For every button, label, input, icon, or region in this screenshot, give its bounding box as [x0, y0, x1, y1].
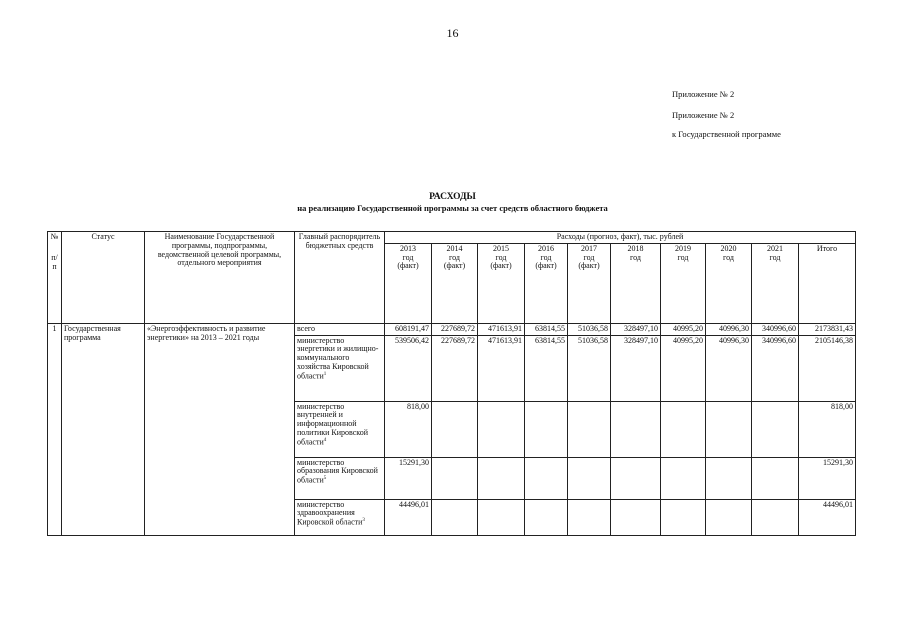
year-value-cell: [706, 457, 752, 499]
year-value-cell: 328497,10: [611, 335, 661, 401]
distributor-cell: министерство внутренней и информационной политики Кировской области$^4$: [295, 401, 385, 457]
appendix-line-2: Приложение № 2: [672, 110, 735, 120]
header-year: 2015 год (факт): [478, 243, 525, 323]
header-year: 2020 год: [706, 243, 752, 323]
year-value-cell: [611, 401, 661, 457]
year-value-cell: 63814,55: [525, 323, 568, 335]
year-value-cell: 44496,01: [385, 499, 432, 535]
year-value-cell: [478, 499, 525, 535]
year-value-cell: [525, 457, 568, 499]
footnote-marker: 3: [362, 518, 365, 524]
year-value-cell: 340996,60: [752, 323, 799, 335]
year-value-cell: 328497,10: [611, 323, 661, 335]
document-title: РАСХОДЫ: [429, 192, 476, 202]
page-number: 16: [446, 26, 459, 40]
header-number: № п/п: [48, 232, 62, 324]
header-distributor: Главный распорядитель бюджетных средств: [295, 232, 385, 324]
year-value-cell: [478, 457, 525, 499]
distributor-cell: министерство энергетики и жилищно-коммунального хозяйства Кировской области$^1$: [295, 335, 385, 401]
year-value-cell: [568, 499, 611, 535]
distributor-cell: министерство здравоохранения Кировской области$^3$: [295, 499, 385, 535]
table-row: [48, 323, 856, 335]
footnote-marker: 5: [323, 476, 327, 482]
program-status: Государственная программа: [62, 323, 145, 535]
year-value-cell: 608191,47: [385, 323, 432, 335]
year-value-cell: 818,00: [385, 401, 432, 457]
program-name: «Энергоэффективность и развитие энергетики» на 2013 – 2021 годы: [145, 323, 295, 535]
header-year: 2019 год: [661, 243, 706, 323]
footnote-marker: 1: [323, 371, 327, 377]
year-value-cell: [661, 499, 706, 535]
year-value-cell: 227689,72: [432, 323, 478, 335]
total-cell: 818,00: [799, 401, 856, 457]
total-cell: 2173831,43: [799, 323, 856, 335]
header-year: 2013 год (факт): [385, 243, 432, 323]
year-value-cell: [525, 499, 568, 535]
year-value-cell: [611, 457, 661, 499]
year-value-cell: 340996,60: [752, 335, 799, 401]
header-year: 2017 год (факт): [568, 243, 611, 323]
year-value-cell: 539506,42: [385, 335, 432, 401]
year-value-cell: 40996,30: [706, 335, 752, 401]
year-value-cell: 40996,30: [706, 323, 752, 335]
distributor-cell: министерство образования Кировской области$^5$: [295, 457, 385, 499]
total-cell: 44496,01: [799, 499, 856, 535]
total-cell: 15291,30: [799, 457, 856, 499]
year-value-cell: 471613,91: [478, 335, 525, 401]
document-subtitle: на реализацию Государственной программы за счет средств областного бюджета: [297, 203, 608, 213]
year-value-cell: [706, 499, 752, 535]
header-expenses: Расходы (прогноз, факт), тыс. рублей: [385, 232, 856, 244]
year-value-cell: [432, 499, 478, 535]
year-value-cell: 51036,58: [568, 323, 611, 335]
year-value-cell: [525, 401, 568, 457]
header-name: Наименование Государственной программы, подпрограммы, ведомственной целевой программы, отдельного мероприятия: [145, 232, 295, 324]
year-value-cell: [661, 401, 706, 457]
year-value-cell: 40995,20: [661, 335, 706, 401]
total-cell: 2105146,38: [799, 335, 856, 401]
header-year: 2016 год (факт): [525, 243, 568, 323]
header-year: 2018 год: [611, 243, 661, 323]
appendix-line-1: Приложение № 2: [672, 89, 735, 99]
appendix-line-3: к Государственной программе: [672, 129, 781, 139]
program-number: 1: [48, 323, 62, 535]
header-status: Статус: [62, 232, 145, 324]
year-value-cell: [478, 401, 525, 457]
year-value-cell: [752, 499, 799, 535]
year-value-cell: 51036,58: [568, 335, 611, 401]
year-value-cell: [661, 457, 706, 499]
distributor-cell: всего: [295, 323, 385, 335]
year-value-cell: [752, 457, 799, 499]
year-value-cell: [752, 401, 799, 457]
expenses-table: [47, 231, 856, 536]
year-value-cell: 40995,20: [661, 323, 706, 335]
year-value-cell: [706, 401, 752, 457]
header-year: 2021 год: [752, 243, 799, 323]
year-value-cell: [432, 401, 478, 457]
year-value-cell: [568, 457, 611, 499]
year-value-cell: [432, 457, 478, 499]
year-value-cell: 227689,72: [432, 335, 478, 401]
year-value-cell: 471613,91: [478, 323, 525, 335]
header-year: 2014 год (факт): [432, 243, 478, 323]
year-value-cell: [568, 401, 611, 457]
year-value-cell: 15291,30: [385, 457, 432, 499]
year-value-cell: [611, 499, 661, 535]
year-value-cell: 63814,55: [525, 335, 568, 401]
header-total: Итого: [799, 243, 856, 323]
footnote-marker: 4: [323, 437, 327, 443]
